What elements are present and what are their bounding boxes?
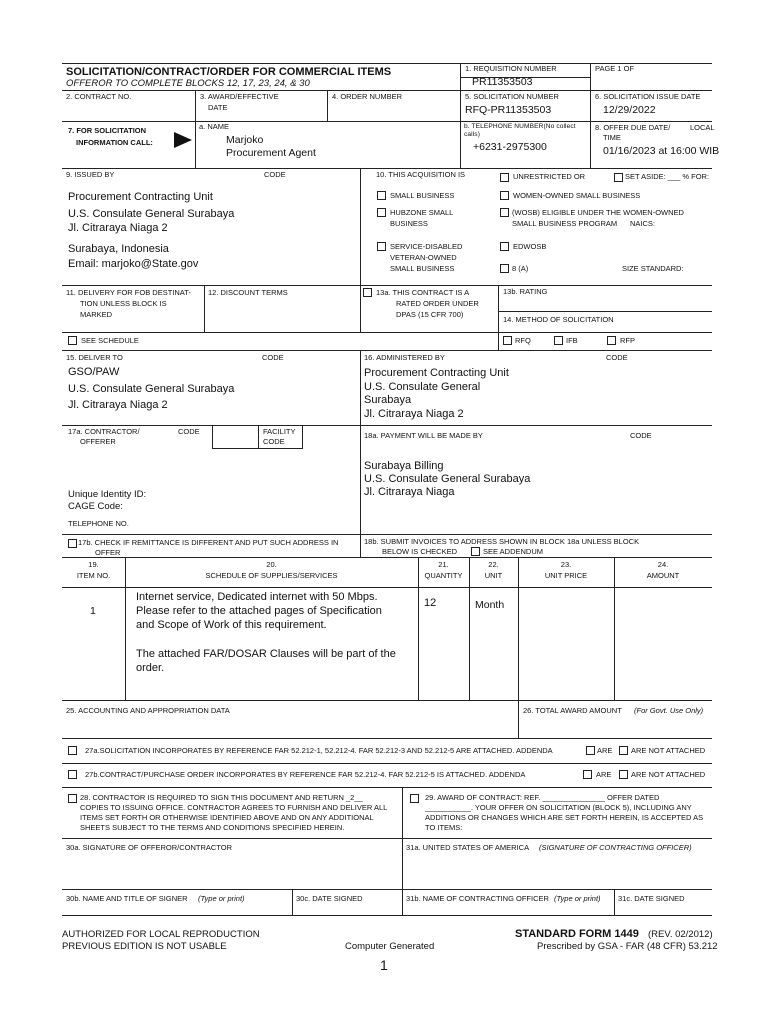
col-num: 20. bbox=[266, 560, 277, 569]
date-30c-label[interactable]: 30c. DATE SIGNED bbox=[296, 894, 363, 903]
rule bbox=[360, 285, 361, 332]
contractor-label: 17a. CONTRACTOR/ bbox=[68, 427, 140, 436]
rule bbox=[62, 285, 712, 286]
payment-label: 18a. PAYMENT WILL BE MADE BY bbox=[364, 431, 483, 440]
wosb-eligible-label: (WOSB) ELIGIBLE UNDER THE WOMEN-OWNED bbox=[512, 208, 684, 217]
footer-form-name: STANDARD FORM 1449 bbox=[515, 928, 639, 940]
col-quantity: QUANTITY bbox=[424, 571, 463, 580]
facility-label: FACILITY bbox=[263, 427, 296, 436]
issued-by-line: U.S. Consulate General Surabaya bbox=[68, 208, 235, 220]
clause-27b-checkbox[interactable] bbox=[68, 770, 77, 779]
ifb-label: IFB bbox=[566, 336, 578, 345]
rfq-label: RFQ bbox=[515, 336, 531, 345]
rule bbox=[360, 168, 361, 285]
form-title: SOLICITATION/CONTRACT/ORDER FOR COMMERCIAL ITEMS bbox=[66, 66, 392, 78]
small-business-label: SMALL BUSINESS bbox=[390, 191, 455, 200]
clause-29-line: 29. AWARD OF CONTRACT: REF. _______________ OFFER DATED bbox=[425, 793, 660, 802]
item-description-line: and Scope of Work of this requirement. bbox=[136, 619, 327, 631]
ifb-checkbox[interactable] bbox=[554, 336, 563, 345]
contractor-label-2: OFFERER bbox=[80, 437, 116, 446]
signer-name-note: (Type or print) bbox=[198, 894, 245, 903]
contractor-sign-checkbox[interactable] bbox=[68, 794, 77, 803]
date-31c-label[interactable]: 31c. DATE SIGNED bbox=[618, 894, 685, 903]
addenda-are-not-label: ARE NOT ATTACHED bbox=[631, 746, 706, 755]
col-item-no: ITEM NO. bbox=[76, 571, 111, 580]
col-amount: AMOUNT bbox=[646, 571, 680, 580]
submit-invoices-label-2: BELOW IS CHECKED bbox=[382, 547, 458, 556]
issue-date-label: 6. SOLICITATION ISSUE DATE bbox=[595, 92, 701, 101]
due-date-label: 8. OFFER DUE DATE/ bbox=[595, 123, 671, 132]
deliver-to-line: Jl. Citraraya Niaga 2 bbox=[68, 399, 168, 411]
rfp-checkbox[interactable] bbox=[607, 336, 616, 345]
wosb-checkbox[interactable] bbox=[500, 191, 509, 200]
clause-29-line: TO ITEMS: bbox=[425, 823, 463, 832]
rule bbox=[498, 285, 499, 350]
clause-28-line: 28. CONTRACTOR IS REQUIRED TO SIGN THIS DOCUMENT AND RETURN _2__ bbox=[80, 793, 363, 802]
name-label: a. NAME bbox=[199, 122, 230, 131]
wosb-eligible-checkbox[interactable] bbox=[500, 208, 509, 217]
form-subtitle: OFFEROR TO COMPLETE BLOCKS 12, 17, 23, 24, & 30 bbox=[66, 78, 310, 89]
arrow-right-icon bbox=[174, 132, 192, 148]
total-award-label: 26. TOTAL AWARD AMOUNT bbox=[523, 706, 622, 715]
payment-code-label: CODE bbox=[630, 431, 652, 440]
footer-auth: AUTHORIZED FOR LOCAL REPRODUCTION bbox=[62, 929, 260, 940]
rated-order-checkbox[interactable] bbox=[363, 288, 372, 297]
rule bbox=[498, 311, 712, 312]
due-date-label-local: LOCAL bbox=[690, 123, 715, 132]
hubzone-label: HUBZONE SMALL bbox=[390, 208, 454, 217]
administered-by-line: U.S. Consulate General bbox=[364, 381, 481, 393]
clause-28-line: ITEMS SET FORTH OR OTHERWISE IDENTIFIED ABOVE AND ON ANY ADDITIONAL bbox=[80, 813, 374, 822]
page-label: PAGE 1 OF bbox=[595, 64, 635, 73]
rule bbox=[204, 285, 205, 332]
sdvosb-label: SERVICE-DISABLED bbox=[390, 242, 463, 251]
rfq-checkbox[interactable] bbox=[503, 336, 512, 345]
see-schedule-checkbox[interactable] bbox=[68, 336, 77, 345]
delivery-label-3: MARKED bbox=[80, 310, 113, 319]
rule bbox=[62, 332, 712, 333]
wosb-eligible-label-2: SMALL BUSINESS PROGRAM bbox=[512, 219, 618, 228]
issued-by-line: Surabaya, Indonesia bbox=[68, 243, 169, 255]
addenda-are-not-checkbox[interactable] bbox=[619, 770, 628, 779]
uei-label: Unique Identity ID: bbox=[68, 489, 147, 500]
unrestricted-checkbox[interactable] bbox=[500, 173, 509, 182]
rfp-label: RFP bbox=[620, 336, 635, 345]
item-quantity: 12 bbox=[424, 597, 437, 609]
hubzone-label-2: BUSINESS bbox=[390, 219, 428, 228]
issued-by-label: 9. ISSUED BY bbox=[66, 170, 115, 179]
rule bbox=[62, 168, 712, 169]
item-description-line: The attached FAR/DOSAR Clauses will be part of the bbox=[136, 648, 396, 660]
item-description-line: Internet service, Dedicated internet with 50 Mbps. bbox=[136, 591, 378, 603]
award-checkbox[interactable] bbox=[410, 794, 419, 803]
footer-auth-2: PREVIOUS EDITION IS NOT USABLE bbox=[62, 941, 227, 952]
col-num: 23. bbox=[560, 560, 572, 569]
addenda-are-label: ARE bbox=[597, 746, 613, 755]
addenda-are-not-checkbox[interactable] bbox=[619, 746, 628, 755]
issued-by-line: Jl. Citraraya Niaga 2 bbox=[68, 222, 168, 234]
facility-label-2: CODE bbox=[263, 437, 285, 446]
submit-invoices-label: 18b. SUBMIT INVOICES TO ADDRESS SHOWN IN BLOCK 18a UNLESS BLOCK bbox=[364, 537, 640, 546]
payment-line: U.S. Consulate General Surabaya bbox=[364, 473, 531, 485]
rule bbox=[292, 889, 293, 915]
item-description-line: Please refer to the attached pages of Specification bbox=[136, 605, 382, 617]
due-date-value[interactable]: 01/16/2023 at 16:00 WIB bbox=[603, 145, 720, 157]
eight-a-label: 8 (A) bbox=[512, 264, 529, 273]
remittance-label-2: OFFER bbox=[95, 548, 121, 557]
col-unit: UNIT bbox=[484, 571, 503, 580]
rule bbox=[62, 738, 712, 739]
clause-27a-checkbox[interactable] bbox=[68, 746, 77, 755]
contact-title[interactable]: Procurement Agent bbox=[226, 147, 316, 159]
rule bbox=[360, 350, 361, 557]
page-number: 1 bbox=[380, 957, 388, 973]
rule bbox=[590, 63, 591, 168]
col-num: 22. bbox=[488, 560, 499, 569]
clause-29-line: ___________. YOUR OFFER ON SOLICITATION (BLOCK 5), INCLUDING ANY bbox=[425, 803, 692, 812]
total-award-note: (For Govt. Use Only) bbox=[634, 706, 704, 715]
rule bbox=[62, 350, 712, 351]
clause-28-line: SHEETS SUBJECT TO THE TERMS AND CONDITIONS SPECIFIED HEREIN. bbox=[80, 823, 345, 832]
rated-order-label: 13a. THIS CONTRACT IS A bbox=[376, 288, 470, 297]
rule bbox=[62, 534, 712, 535]
rule bbox=[62, 90, 712, 91]
due-date-label-time: TIME bbox=[603, 133, 621, 142]
issue-date-value[interactable]: 12/29/2022 bbox=[603, 104, 656, 116]
clause-27a-label: 27a.SOLICITATION INCORPORATES BY REFERENCE FAR 52.212-1, 52.212-4. FAR 52.212-3 AND 52.212-5 ARE ATTACHED. ADDENDA bbox=[85, 746, 553, 755]
signer-name-label[interactable]: 30b. NAME AND TITLE OF SIGNER bbox=[66, 894, 188, 903]
rule bbox=[195, 90, 196, 121]
edwosb-label: EDWOSB bbox=[513, 242, 547, 251]
acquisition-label: 10. THIS ACQUISITION IS bbox=[376, 170, 466, 179]
method-label: 14. METHOD OF SOLICITATION bbox=[503, 315, 614, 324]
telephone-label: TELEPHONE NO. bbox=[68, 519, 129, 528]
item-no-value: 1 bbox=[90, 605, 96, 617]
rule bbox=[62, 763, 712, 764]
edwosb-checkbox[interactable] bbox=[500, 242, 509, 251]
rule bbox=[62, 425, 712, 426]
addenda-are-checkbox[interactable] bbox=[583, 770, 592, 779]
rule bbox=[402, 787, 403, 915]
wosb-label: WOMEN-OWNED SMALL BUSINESS bbox=[513, 191, 641, 200]
deliver-to-label: 15. DELIVER TO bbox=[66, 353, 123, 362]
phone-label: b. TELEPHONE NUMBER(No collect bbox=[464, 123, 576, 130]
issued-by-line: Procurement Contracting Unit bbox=[68, 191, 213, 203]
administered-by-line: Surabaya bbox=[364, 394, 412, 406]
col-num: 19. bbox=[88, 560, 99, 569]
signature-31a-note: (SIGNATURE OF CONTRACTING OFFICER) bbox=[539, 843, 692, 852]
clause-27b-label: 27b.CONTRACT/PURCHASE ORDER INCORPORATES BY REFERENCE FAR 52.212-4. FAR 52.212-5 IS ATTACHED. ADDENDA bbox=[85, 770, 526, 779]
rule bbox=[518, 700, 519, 738]
small-business-checkbox[interactable] bbox=[377, 191, 386, 200]
sdvosb-checkbox[interactable] bbox=[377, 242, 386, 251]
administered-by-label: 16. ADMINISTERED BY bbox=[364, 353, 445, 362]
rating-label: 13b. RATING bbox=[503, 287, 548, 296]
payment-line: Surabaya Billing bbox=[364, 460, 444, 472]
order-no-label: 4. ORDER NUMBER bbox=[332, 92, 403, 101]
naics-label: NAICS: bbox=[630, 219, 656, 228]
addenda-are-not-label: ARE NOT ATTACHED bbox=[631, 770, 706, 779]
rule bbox=[614, 889, 615, 915]
deliver-to-line: GSO/PAW bbox=[68, 366, 120, 378]
rule bbox=[258, 425, 259, 448]
cage-label: CAGE Code: bbox=[68, 501, 123, 512]
contact-name[interactable]: Marjoko bbox=[226, 134, 264, 146]
administered-by-line: Procurement Contracting Unit bbox=[364, 367, 509, 379]
deliver-to-code-label: CODE bbox=[262, 353, 284, 362]
info-call-label-2: INFORMATION CALL: bbox=[76, 138, 153, 147]
contractor-code-label: CODE bbox=[178, 427, 200, 436]
rule bbox=[302, 425, 303, 448]
clause-29-line: ADDITIONS OR CHANGES WHICH ARE SET FORTH HEREIN, IS ACCEPTED AS bbox=[425, 813, 704, 822]
phone-label-2: calls) bbox=[464, 131, 480, 138]
phone-value[interactable]: +6231-2975300 bbox=[473, 141, 547, 153]
issued-by-code-label: CODE bbox=[264, 170, 286, 179]
officer-name-label[interactable]: 31b. NAME OF CONTRACTING OFFICER bbox=[406, 894, 549, 903]
signature-30a-label[interactable]: 30a. SIGNATURE OF OFFEROR/CONTRACTOR bbox=[66, 843, 232, 852]
award-date-label-2: DATE bbox=[208, 103, 228, 112]
accounting-label: 25. ACCOUNTING AND APPROPRIATION DATA bbox=[66, 706, 230, 715]
delivery-label-2: TION UNLESS BLOCK IS bbox=[80, 299, 167, 308]
rule bbox=[62, 121, 712, 122]
rule bbox=[195, 121, 196, 168]
solicitation-no-label: 5. SOLICITATION NUMBER bbox=[465, 92, 559, 101]
col-num: 24. bbox=[657, 560, 669, 569]
see-addendum-checkbox[interactable] bbox=[471, 547, 480, 556]
deliver-to-line: U.S. Consulate General Surabaya bbox=[68, 383, 235, 395]
footer-generated: Computer Generated bbox=[345, 941, 435, 952]
info-call-label: 7. FOR SOLICITATION bbox=[68, 126, 147, 135]
rated-order-label-3: DPAS (15 CFR 700) bbox=[396, 310, 464, 319]
addenda-are-label: ARE bbox=[596, 770, 612, 779]
set-aside-label: SET ASIDE: ___ % FOR: bbox=[625, 172, 710, 181]
remittance-checkbox[interactable] bbox=[68, 539, 77, 548]
rated-order-label-2: RATED ORDER UNDER bbox=[396, 299, 479, 308]
rule bbox=[62, 787, 712, 788]
addenda-are-checkbox[interactable] bbox=[586, 746, 595, 755]
rule bbox=[212, 448, 259, 449]
remittance-label: 17b. CHECK IF REMITTANCE IS DIFFERENT AND PUT SUCH ADDRESS IN bbox=[78, 538, 339, 547]
rule bbox=[212, 425, 213, 448]
rule bbox=[62, 915, 712, 916]
col-num: 21. bbox=[438, 560, 449, 569]
solicitation-no-value[interactable]: RFQ-PR11353503 bbox=[465, 104, 552, 116]
item-description-line: order. bbox=[136, 662, 165, 674]
sdvosb-label-3: SMALL BUSINESS bbox=[390, 264, 455, 273]
discount-terms-label: 12. DISCOUNT TERMS bbox=[208, 288, 288, 297]
administered-by-code-label: CODE bbox=[606, 353, 628, 362]
sdvosb-label-2: VETERAN-OWNED bbox=[390, 253, 457, 262]
rule bbox=[460, 63, 461, 168]
item-unit: Month bbox=[475, 599, 505, 611]
officer-name-note: (Type or print) bbox=[554, 894, 601, 903]
payment-line: Jl. Citraraya Niaga bbox=[364, 486, 455, 498]
rule bbox=[62, 700, 712, 701]
unrestricted-label: UNRESTRICTED OR bbox=[513, 172, 586, 181]
requisition-label: 1. REQUISITION NUMBER bbox=[465, 64, 557, 73]
signature-31a-label[interactable]: 31a. UNITED STATES OF AMERICA bbox=[406, 843, 530, 852]
eight-a-checkbox[interactable] bbox=[500, 264, 509, 273]
set-aside-checkbox[interactable] bbox=[614, 173, 623, 182]
award-date-label: 3. AWARD/EFFECTIVE bbox=[200, 92, 279, 101]
clause-28-line: COPIES TO ISSUING OFFICE. CONTRACTOR AGREES TO FURNISH AND DELIVER ALL bbox=[80, 803, 388, 812]
administered-by-line: Jl. Citraraya Niaga 2 bbox=[364, 408, 464, 420]
requisition-value[interactable]: PR11353503 bbox=[472, 76, 533, 88]
hubzone-checkbox[interactable] bbox=[377, 208, 386, 217]
see-schedule-label: SEE SCHEDULE bbox=[81, 336, 139, 345]
contract-no-label: 2. CONTRACT NO. bbox=[66, 92, 132, 101]
size-standard-label: SIZE STANDARD: bbox=[622, 264, 684, 273]
delivery-label: 11. DELIVERY FOR FOB DESTINAT- bbox=[66, 288, 191, 297]
col-schedule: SCHEDULE OF SUPPLIES/SERVICES bbox=[205, 571, 338, 580]
col-unit-price: UNIT PRICE bbox=[544, 571, 588, 580]
rule bbox=[258, 448, 303, 449]
footer-form-rev: (REV. 02/2012) bbox=[648, 929, 713, 940]
rule bbox=[327, 90, 328, 121]
issued-by-email: Email: marjoko@State.gov bbox=[68, 258, 199, 270]
footer-prescribed: Prescribed by GSA - FAR (48 CFR) 53.212 bbox=[537, 941, 718, 952]
see-addendum-label: SEE ADDENDUM bbox=[483, 547, 544, 556]
rule bbox=[62, 838, 712, 839]
